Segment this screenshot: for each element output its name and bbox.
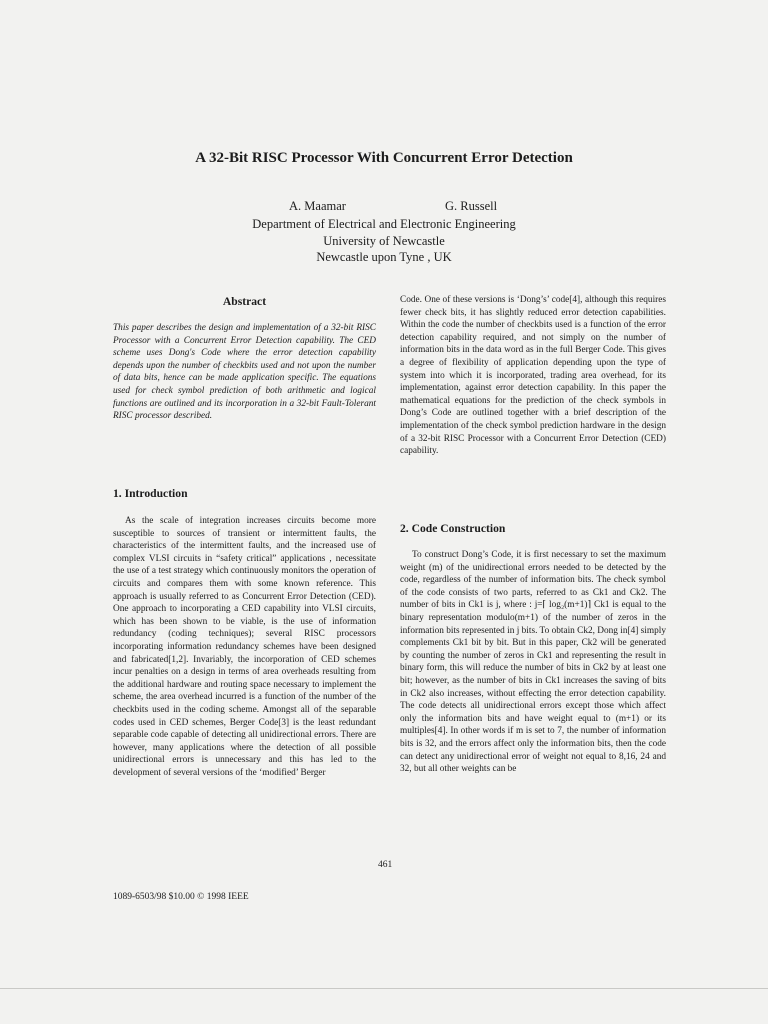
introduction-body: As the scale of integration increases circuits become more susceptible to sources of transient or intermittent faults, the characteristics of the intermittent faults, and the increased use of complex VLSI circuits in “safety critical” applications , necessitate the use of a test strategy which continuously monitors the operation of circuits and compares them with some known reference. This approach is usually referred to as Concurrent Error Detection (CED). One approach to incorporating a CED capability into VLSI circuits, which has been shown to be viable, is the use of information redundancy (coding techniques); several RISC processors incorporating information redundancy schemes have been designed and fabricated[1,2]. Invariably, the incorporation of CED schemes incur penalties on a design in terms of area overheads resulting from the additional hardware and routing space necessary to implement the scheme, the area overhead incurred is a function of the number of the checkbits used in the coding scheme. Amongst all of the separable codes used in CED schemes, Berger Code[3] is the least redundant separable code capable of detecting all unidirectional errors. There are however, many applications where the detection of all possible unidirectional errors is unnecessary and this has led to the development of several versions of the ‘modified’ Berger: [113, 516, 376, 778]
abstract-body: This paper describes the design and implementation of a 32-bit RISC Processor with a Concurrent Error Detection capability. The CED scheme uses Dong's Code where the error detection capability depends upon the number of checkbits used and not upon the number of data bits, hence can be made application specific. The equations used for check symbol prediction of both arithmetic and logical functions are outlined and its incorporation in a 32-bit Fault-Tolerant RISC processor described.: [113, 323, 376, 422]
scan-edge-line: [0, 988, 768, 989]
affiliation-department: Department of Electrical and Electronic Engineering: [252, 217, 516, 231]
code-construction-body: To construct Dong’s Code, it is first necessary to set the maximum weight (m) of the unidirectional errors needed to be detected by the code, regardless of the number of information bits. The check symbol of the code consists of two parts, referred to as Ck1 and Ck2. The number of bits in Ck1 is j, where : j=⌈ log₂(m+1)⌉ Ck1 is equal to the binary representation modulo(m+1) of the number of zeros in the information bits represented in j bits. To obtain Ck2, Dong in[4] simply complements Ck1 bit by bit. But in this paper, Ck2 will be generated by counting the number of zeros in Ck1 and representing the result in binary form, this will reduce the number of bits in Ck2 by at least one bit; however, as the number of bits in Ck1 increases the saving of bits in Ck2 also increases, without effecting the error detection capability. The code detects all unidirectional errors except those which affect only the information bits and have weight equal to (m+1) or its multiples[4]. In other words if m is set to 7, the number of information bits is 32, and the errors affect only the information bits, then the code can detect any unidirectional error of weight not equal to 8,16, 24 and 32, but all other weights can be: [400, 550, 666, 775]
author-russell: G. Russell: [445, 199, 498, 213]
code-construction-heading: 2. Code Construction: [400, 522, 506, 535]
affiliation-university: University of Newcastle: [323, 233, 445, 248]
introduction-heading: 1. Introduction: [113, 487, 188, 500]
author-maamar: A. Maamar: [289, 199, 346, 213]
copyright-footer: 1089-6503/98 $10.00 © 1998 IEEE: [113, 892, 249, 902]
paper-title: A 32-Bit RISC Processor With Concurrent Error Detection: [195, 150, 573, 166]
abstract-heading: Abstract: [222, 295, 267, 308]
page-number: 461: [378, 860, 393, 870]
right-column-intro-continued: Code. One of these versions is ‘Dong’s’ code[4], although this requires fewer check bits, it has slightly reduced error detection capabilities. Within the code the number of checkbits used is a function of the error detection capability required, and not simply on the number of information bits in the data word as in the full Berger Code. This gives a degree of flexibility of application depending upon the type of system into which it is incorporated, trading area overhead, for its implementation, against error detection capability. In this paper the mathematical equations for the prediction of the check symbols in Dong’s Code are outlined together with a brief description of the implementation of the check symbol prediction hardware in the design of a 32-bit RISC Processor with a Concurrent Error Detection (CED) capability.: [400, 295, 666, 457]
affiliation-block: [0, 216, 768, 266]
affiliation-city: Newcastle upon Tyne , UK: [316, 250, 452, 264]
